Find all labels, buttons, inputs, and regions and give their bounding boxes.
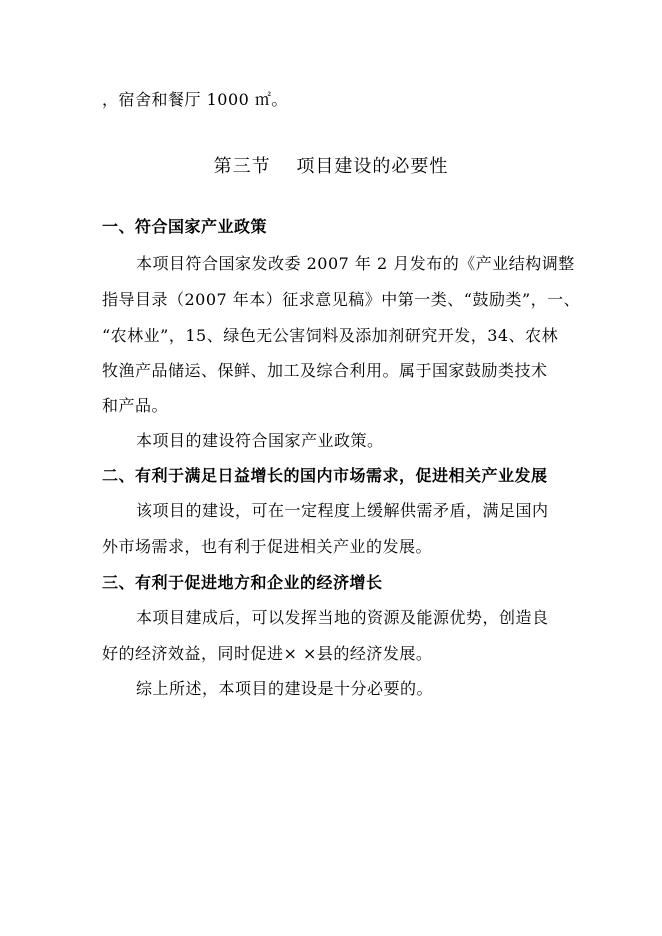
section-heading-2: 二、有利于满足日益增长的国内市场需求，促进相关产业发展 [102, 466, 548, 485]
paragraph-line: 本项目符合国家发改委 2007 年 2 月发布的《产业结构调整 [136, 254, 575, 273]
section-title: 第三节 项目建设的必要性 [213, 156, 449, 177]
paragraph-line: 本项目建成后，可以发挥当地的资源及能源优势，创造良 [136, 608, 549, 627]
section-heading-3: 三、有利于促进地方和企业的经济增长 [102, 573, 383, 592]
paragraph-line: 指导目录（2007 年本）征求意见稿》中第一类、“鼓励类”，一、 [102, 290, 581, 309]
paragraph-line: 和产品。 [102, 396, 169, 415]
paragraph-line: 牧渔产品储运、保鲜、加工及综合利用。属于国家鼓励类技术 [102, 361, 548, 380]
paragraph-line: 该项目的建设，可在一定程度上缓解供需矛盾，满足国内 [136, 501, 549, 520]
paragraph-line: “农林业”，15、绿色无公害饲料及添加剂研究开发，34、农林 [102, 326, 559, 345]
paragraph-line: 好的经济效益，同时促进× ×县的经济发展。 [102, 644, 433, 663]
paragraph-line: 综上所述，本项目的建设是十分必要的。 [136, 679, 434, 698]
section-heading-1: 一、符合国家产业政策 [102, 217, 268, 236]
paragraph-line: 外市场需求，也有利于促进相关产业的发展。 [102, 537, 433, 556]
top-fragment-line: ，宿舍和餐厅 1000 ㎡。 [102, 90, 288, 109]
paragraph-line: 本项目的建设符合国家产业政策。 [136, 431, 384, 450]
